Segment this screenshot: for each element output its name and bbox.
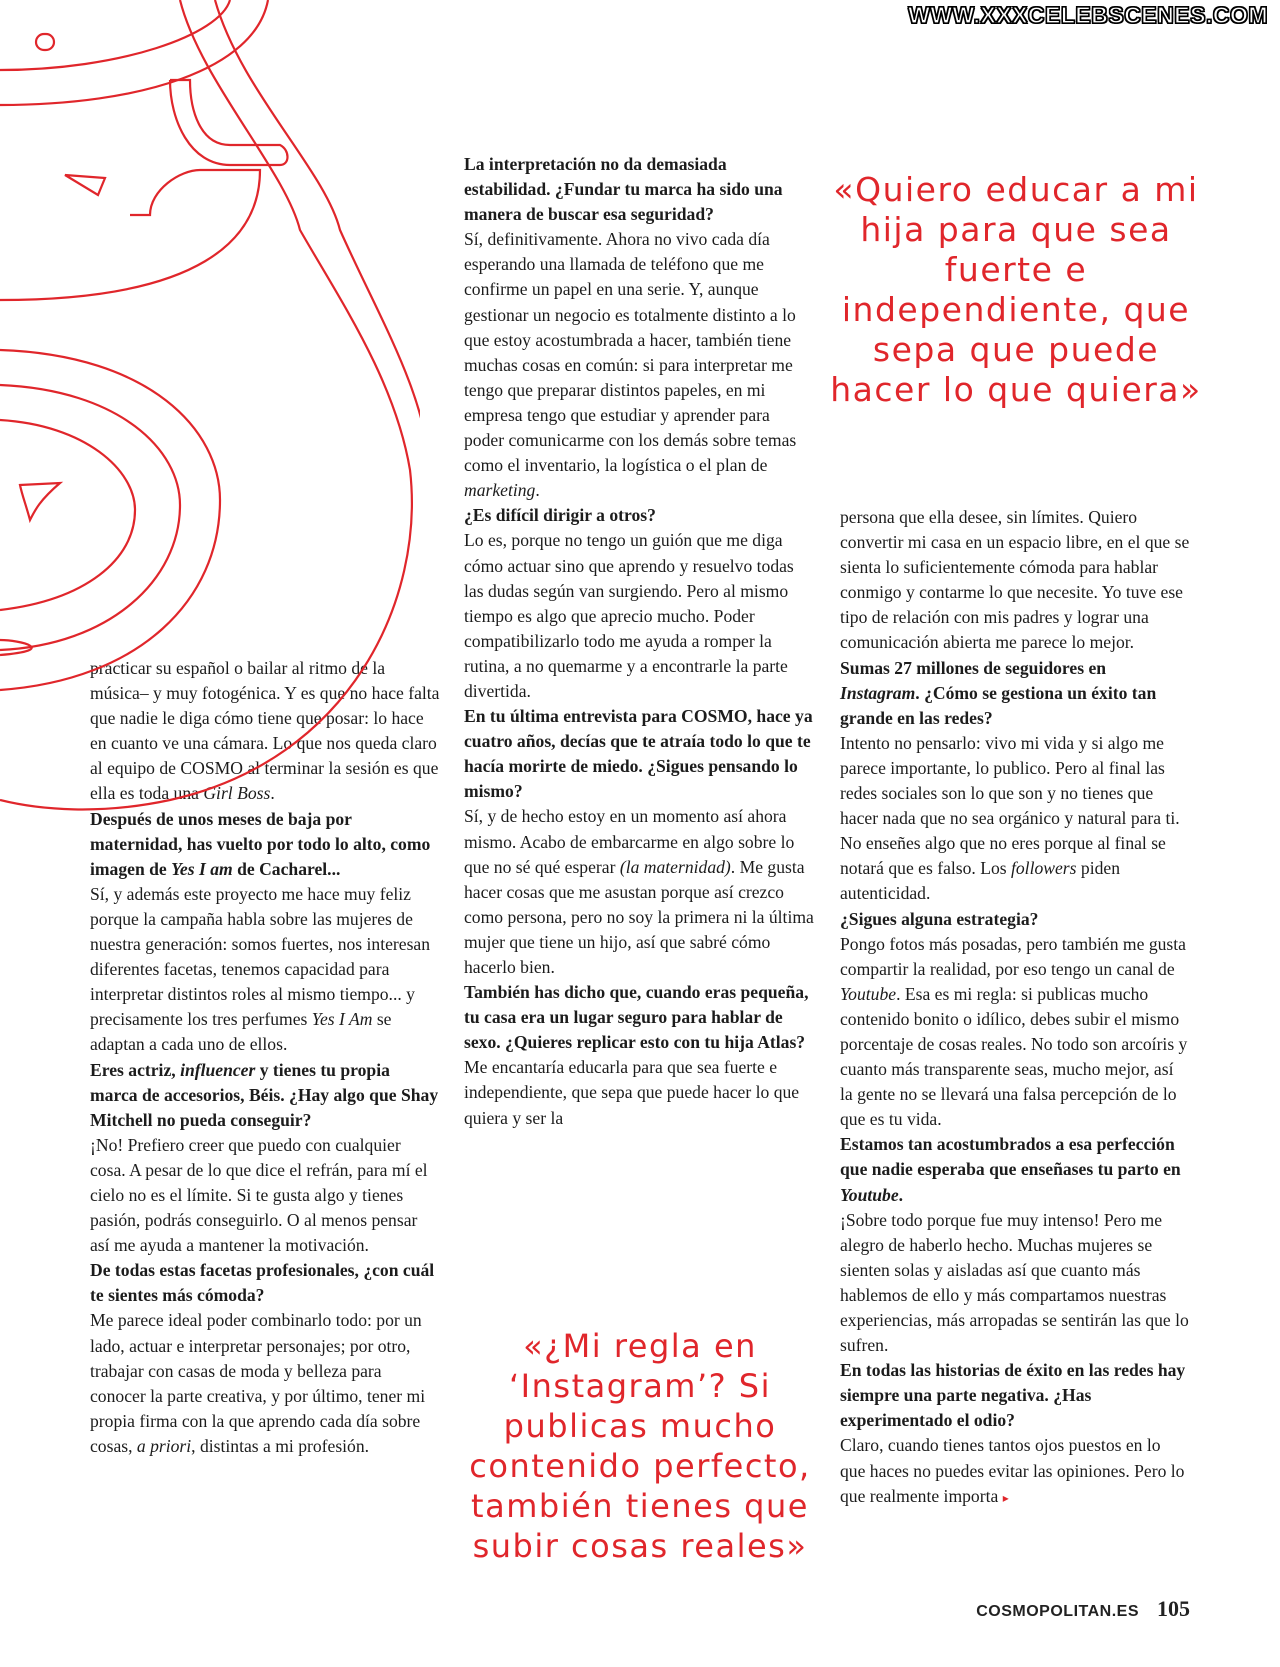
interview-question: De todas estas facetas profesionales, ¿con cuál te sientes más cómoda? [90, 1260, 435, 1306]
interview-question: Eres actriz, influencer y tienes tu propia marca de accesorios, Béis. ¿Hay algo que Shay Mitchell no pueda conseguir? [90, 1059, 439, 1130]
interview-answer: Me encantaría educarla para que sea fuerte e independiente, que sepa que puede hacer lo que quiera y ser la [464, 1057, 800, 1128]
interview-answer: Lo es, porque no tengo un guión que me diga cómo actuar sino que aprendo y resuelvo todas las dudas según van surgiendo. Pero al mismo tiempo es algo que aprecio mucho. Poder compatibilizarlo todo me ayuda a romper la rutina, a no quemarme y a encontrarle la parte divertida. [464, 530, 794, 701]
interview-answer: ¡No! Prefiero creer que puedo con cualquier cosa. A pesar de lo que dice el refrán, para mí el cielo no es el límite. Si te gusta algo y tienes pasión, podrás conseguirlo. O al menos pensar así me ayuda a mantener la motivación. [90, 1134, 428, 1256]
interview-question: También has dicho que, cuando eras pequeña, tu casa era un lugar seguro para hablar de sexo. ¿Quieres replicar esto con tu hija Atlas? [464, 982, 809, 1053]
interview-question: Estamos tan acostumbrados a esa perfección que nadie esperaba que enseñases tu parto en Youtube. [840, 1134, 1181, 1205]
article-column-1 [90, 656, 440, 1459]
magazine-url: COSMOPOLITAN.ES [976, 1603, 1139, 1620]
pull-quote-bottom: «¿Mi regla en ‘Instagram’? Si publicas mucho contenido perfecto, también tienes que subir cosas reales» [469, 1327, 811, 1565]
interview-question: En todas las historias de éxito en las redes hay siempre una parte negativa. ¿Has experimentado el odio? [840, 1360, 1186, 1431]
interview-question: Después de unos meses de baja por maternidad, has vuelto por todo lo alto, como imagen de Yes I am de Cacharel... [90, 808, 431, 879]
interview-answer: Intento no pensarlo: vivo mi vida y si algo me parece importante, lo publico. Pero al final las redes sociales son lo que son y no tienes que hacer nada que no sea orgánico y natural para ti. No enseñes algo que no eres porque al final se notará que es falso. Los followers piden autenticidad. [840, 732, 1180, 904]
continue-arrow-icon: ▸ [1002, 1490, 1009, 1505]
interview-answer: Sí, y de hecho estoy en un momento así ahora mismo. Acabo de embarcarme en algo sobre lo que no sé qué esperar (la maternidad). Me gusta hacer cosas que me asustan porque así crezco como persona, pero no soy la primera ni la última mujer que tiene un hijo, así que sabré cómo hacerlo bien. [464, 806, 814, 977]
watermark: WWW.XXXCELEBSCENES.COM [908, 2, 1268, 28]
interview-answer: Sí, y además este proyecto me hace muy feliz porque la campaña habla sobre las mujeres de nuestra generación: somos fuertes, nos interesan diferentes facetas, tenemos capacidad para interpretar distintos roles al mismo tiempo... y precisamente los tres perfumes Yes I Am se adaptan a cada uno de ellos. [90, 883, 431, 1055]
interview-answer: Sí, definitivamente. Ahora no vivo cada día esperando una llamada de teléfono que me confirme un papel en una serie. Y, aunque gestionar un negocio es totalmente distinto a lo que estoy acostumbrada a hacer, también tiene muchas cosas en común: si para interpretar me tengo que preparar distintos papeles, en mi empresa tengo que estudiar y aprender para poder comunicarme con los demás sobre temas como el inventario, la logística o el plan de marketing. [464, 229, 797, 501]
article-column-3 [840, 505, 1190, 1511]
interview-question: Sumas 27 millones de seguidores en Instagram. ¿Cómo se gestiona un éxito tan grande en las redes? [840, 657, 1157, 728]
interview-question: En tu última entrevista para COSMO, hace ya cuatro años, decías que te atraía todo lo que te hacía morirte de miedo. ¿Sigues pensando lo mismo? [464, 706, 813, 802]
interview-answer: Me parece ideal poder combinarlo todo: por un lado, actuar e interpretar personajes; por otro, trabajar con casas de moda y belleza para conocer la parte creativa, y por último, tener mi propia firma con la que aprendo cada día sobre cosas, a priori, distintas a mi profesión. [90, 1310, 426, 1456]
paragraph: practicar su español o bailar al ritmo de la música– y muy fotogénica. Y es que no hace falta que nadie le diga cómo tiene que posar: lo hace en cuanto ve una cámara. Lo que nos queda claro al equipo de COSMO al terminar la sesión es que ella es toda una Girl Boss. [90, 658, 440, 804]
article-column-2 [464, 152, 814, 1131]
interview-answer: Claro, cuando tienes tantos ojos puestos en lo que haces no puedes evitar las opiniones. Pero lo que realmente importa ▸ [840, 1435, 1185, 1506]
interview-answer: persona que ella desee, sin límites. Quiero convertir mi casa en un espacio libre, en el que se sienta lo suficientemente cómoda para hablar conmigo y contarme lo que necesite. Yo tuve ese tipo de relación con mis padres y lograr una comunicación abierta me parece lo mejor. [840, 507, 1190, 653]
interview-question: ¿Es difícil dirigir a otros? [464, 505, 656, 526]
page-footer [976, 1596, 1190, 1622]
interview-question: ¿Sigues alguna estrategia? [840, 908, 1039, 929]
page-number: 105 [1157, 1596, 1190, 1621]
pull-quote-top: «Quiero educar a mi hija para que sea fuerte e independiente, que sepa que puede hacer lo que quiera» [830, 170, 1202, 409]
interview-answer: ¡Sobre todo porque fue muy intenso! Pero me alegro de haberlo hecho. Muchas mujeres se sienten solas y aisladas así que cuanto más hablemos de ello y más compartamos nuestras experiencias, más arropadas se sentirán las que lo sufren. [840, 1209, 1189, 1356]
interview-question: La interpretación no da demasiada estabilidad. ¿Fundar tu marca ha sido una manera de buscar esa seguridad? [464, 154, 783, 225]
interview-answer: Pongo fotos más posadas, pero también me gusta compartir la realidad, por eso tengo un canal de Youtube. Esa es mi regla: si publicas mucho contenido bonito o idílico, debes subir el mismo porcentaje de cosas reales. No todo son arcoíris y cuanto más transparente seas, mucho mejor, así la gente no se llevará una falsa percepción de lo que es tu vida. [840, 933, 1188, 1130]
